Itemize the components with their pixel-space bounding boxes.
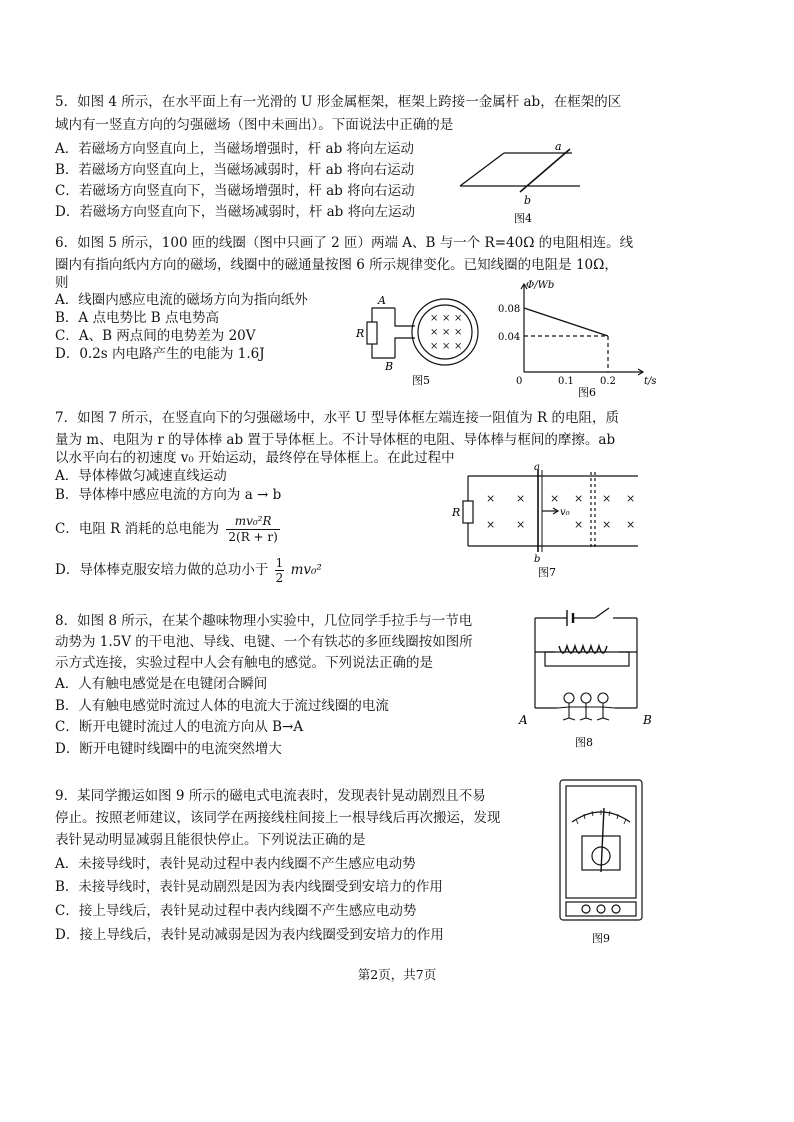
svg-text:×: × xyxy=(430,327,439,338)
fig9-terminal-3 xyxy=(612,905,620,913)
fig5-label-b: B xyxy=(385,360,394,373)
figure-6 xyxy=(488,276,663,398)
fig4-frame-left-side xyxy=(460,153,504,186)
q5-option-b: B．若磁场方向竖直向上，当磁场减弱时，杆 ab 将向右运动 xyxy=(55,162,415,178)
fig5-wire-top-lead xyxy=(395,308,415,326)
fig9-base-panel xyxy=(566,902,636,916)
q7-option-c-denominator: 2(R + r) xyxy=(228,530,278,544)
fig7-caption: 图7 xyxy=(538,566,556,579)
q8-option-a: A．人有触电感觉是在电键闭合瞬间 xyxy=(55,676,268,692)
fig6-xtick-01: 0.1 xyxy=(558,376,574,387)
q7-option-d-expr: mv₀² xyxy=(290,562,322,578)
q7-option-c-numerator: mv₀²R xyxy=(226,514,279,530)
q9-stem-line1: 9．某同学搬运如图 9 所示的磁电式电流表时，发现表针晃动剧烈且不易 xyxy=(55,788,486,804)
q8-option-c: C．断开电键时流过人的电流方向从 B→A xyxy=(55,719,304,735)
q7-option-a: A．导体棒做匀减速直线运动 xyxy=(55,468,227,484)
fig8-label-a: A xyxy=(519,713,528,727)
svg-text:×: × xyxy=(486,518,496,531)
fig8-caption: 图8 xyxy=(575,736,593,749)
svg-text:×: × xyxy=(574,518,584,531)
fig6-xtick-02: 0.2 xyxy=(600,376,616,387)
q9-option-c: C．接上导线后，表针晃动过程中表内线圈不产生感应电动势 xyxy=(55,903,417,919)
fig9-scale-ticks xyxy=(576,810,626,824)
fig4-label-b: b xyxy=(524,194,532,207)
svg-text:×: × xyxy=(454,313,463,324)
q7-option-c-fraction xyxy=(226,514,279,545)
q7-option-c-text: C．电阻 R 消耗的总电能为 xyxy=(55,521,220,537)
q9-stem-line3: 表针晃动明显减弱且能很快停止。下列说法正确的是 xyxy=(55,832,366,848)
fig6-ytick-004: 0.04 xyxy=(498,332,521,343)
svg-text:×: × xyxy=(442,313,451,324)
q5-option-d: D．若磁场方向竖直向下，当磁场减弱时，杆 ab 将向左运动 xyxy=(55,204,416,220)
q6-option-c: C．A、B 两点间的电势差为 20V xyxy=(55,328,256,344)
q5-option-a: A．若磁场方向竖直向上，当磁场增强时，杆 ab 将向左运动 xyxy=(55,141,415,157)
fig8-label-b: B xyxy=(643,713,652,727)
fig5-resistor-r xyxy=(367,322,377,344)
fig5-wire-bottom-lead xyxy=(395,338,415,358)
fig4-caption: 图4 xyxy=(514,212,532,225)
q7-stem-line3: 以水平向右的初速度 v₀ 开始运动，最终停在导体框上。在此过程中 xyxy=(55,450,455,466)
svg-text:×: × xyxy=(626,518,636,531)
q9-option-d: D．接上导线后，表针晃动减弱是因为表内线圈受到安培力的作用 xyxy=(55,927,444,943)
figure-5 xyxy=(350,288,485,388)
fig6-ytick-008: 0.08 xyxy=(498,304,521,315)
fig5-caption: 图5 xyxy=(412,374,430,387)
svg-text:×: × xyxy=(550,492,560,505)
svg-text:×: × xyxy=(442,341,451,352)
fig6-x-label: t/s xyxy=(644,376,657,387)
fig9-needle xyxy=(601,808,604,872)
fig5-field-crosses xyxy=(430,313,462,352)
q7-stem-line1: 7．如图 7 所示，在竖直向下的匀强磁场中，水平 U 型导体框左端连接一阻值为 R 的电阻，质 xyxy=(55,410,619,426)
fig7-label-a: a xyxy=(534,464,540,473)
q8-option-d: D．断开电键时线圈中的电流突然增大 xyxy=(55,741,282,757)
q6-option-d: D．0.2s 内电路产生的电能为 1.6J xyxy=(55,346,265,362)
q6-option-b: B．A 点电势比 B 点电势高 xyxy=(55,310,219,326)
svg-text:×: × xyxy=(516,518,526,531)
fig7-label-v0: v₀ xyxy=(560,507,570,518)
fig6-flux-line xyxy=(524,308,608,336)
figure-8 xyxy=(515,600,660,752)
fig9-meter-case xyxy=(560,780,642,920)
q7-option-d xyxy=(55,556,322,585)
fig7-label-b: b xyxy=(534,554,541,565)
q6-stem-line1: 6．如图 5 所示，100 匝的线圈（图中只画了 2 匝）两端 A、B 与一个 R=40Ω 的电阻相连。线 xyxy=(55,235,634,251)
fig7-label-r: R xyxy=(452,506,461,519)
svg-text:×: × xyxy=(574,492,584,505)
q7-stem-line2: 量为 m、电阻为 r 的导体棒 ab 置于导体框上。不计导体框的电阻、导体棒与框间的摩擦。ab xyxy=(55,432,616,448)
q6-stem-line3: 则 xyxy=(55,275,69,291)
q9-option-b: B．未接导线时，表针晃动剧烈是因为表内线圈受到安培力的作用 xyxy=(55,879,443,895)
q5-stem-line1: 5．如图 4 所示，在水平面上有一光滑的 U 形金属框架，框架上跨接一金属杆 ab，在框架的区 xyxy=(55,94,622,110)
fig4-label-a: a xyxy=(555,140,562,153)
fig7-resistor-r xyxy=(463,501,473,523)
figure-9 xyxy=(552,778,652,948)
svg-text:×: × xyxy=(430,313,439,324)
q7-option-c xyxy=(55,514,280,545)
svg-text:×: × xyxy=(516,492,526,505)
q7-option-b: B．导体棒中感应电流的方向为 a → b xyxy=(55,487,282,503)
svg-text:×: × xyxy=(486,492,496,505)
figure-4 xyxy=(452,138,602,228)
q5-stem-line2: 域内有一竖直方向的匀强磁场（图中未画出）。下面说法中正确的是 xyxy=(55,117,454,133)
fig8-students xyxy=(557,693,615,720)
q9-stem-line2: 停止。按照老师建议，该同学在两接线柱间接上一根导线后再次搬运，发现 xyxy=(55,810,501,826)
q7-option-d-denominator: 2 xyxy=(275,571,284,585)
q8-stem-line2: 动势为 1.5V 的干电池、导线、电键、一个有铁芯的多匝线圈按如图所 xyxy=(55,634,473,650)
svg-text:×: × xyxy=(626,492,636,505)
q6-option-a: A．线圈内感应电流的磁场方向为指向纸外 xyxy=(55,292,308,308)
q7-option-d-text: D．导体棒克服安培力做的总功小于 xyxy=(55,562,269,578)
fig6-origin: 0 xyxy=(516,376,523,387)
q8-stem-line1: 8．如图 8 所示，在某个趣味物理小实验中，几位同学手拉手与一节电 xyxy=(55,613,473,629)
q8-stem-line3: 示方式连接，实验过程中人会有触电的感觉。下列说法正确的是 xyxy=(55,655,433,671)
page-footer: 第2页，共7页 xyxy=(357,967,437,982)
svg-text:×: × xyxy=(602,492,612,505)
q5-option-c: C．若磁场方向竖直向下，当磁场增强时，杆 ab 将向右运动 xyxy=(55,183,415,199)
q9-option-a: A．未接导线时，表针晃动过程中表内线圈不产生感应电动势 xyxy=(55,856,416,872)
q7-option-d-fraction xyxy=(275,556,285,585)
q7-option-d-numerator: 1 xyxy=(275,556,284,570)
fig8-switch-blade xyxy=(595,608,609,618)
svg-text:×: × xyxy=(454,341,463,352)
svg-text:×: × xyxy=(602,518,612,531)
q6-stem-line2: 圈内有指向纸内方向的磁场，线圈中的磁通量按图 6 所示规律变化。已知线圈的电阻是 10Ω， xyxy=(55,257,618,273)
svg-text:×: × xyxy=(442,327,451,338)
svg-text:×: × xyxy=(430,341,439,352)
fig8-iron-core xyxy=(545,652,629,666)
fig9-meter-face xyxy=(566,786,636,898)
figure-7 xyxy=(450,464,650,580)
q8-option-b: B．人有触电感觉时流过人体的电流大于流过线圈的电流 xyxy=(55,698,389,714)
fig6-caption: 图6 xyxy=(578,386,596,398)
fig9-terminal-2 xyxy=(597,905,605,913)
fig5-label-r: R xyxy=(356,327,365,340)
fig5-label-a: A xyxy=(378,294,386,307)
fig9-terminal-1 xyxy=(582,905,590,913)
fig9-caption: 图9 xyxy=(592,932,610,945)
fig6-y-label: Φ/Wb xyxy=(526,280,555,291)
svg-text:×: × xyxy=(454,327,463,338)
